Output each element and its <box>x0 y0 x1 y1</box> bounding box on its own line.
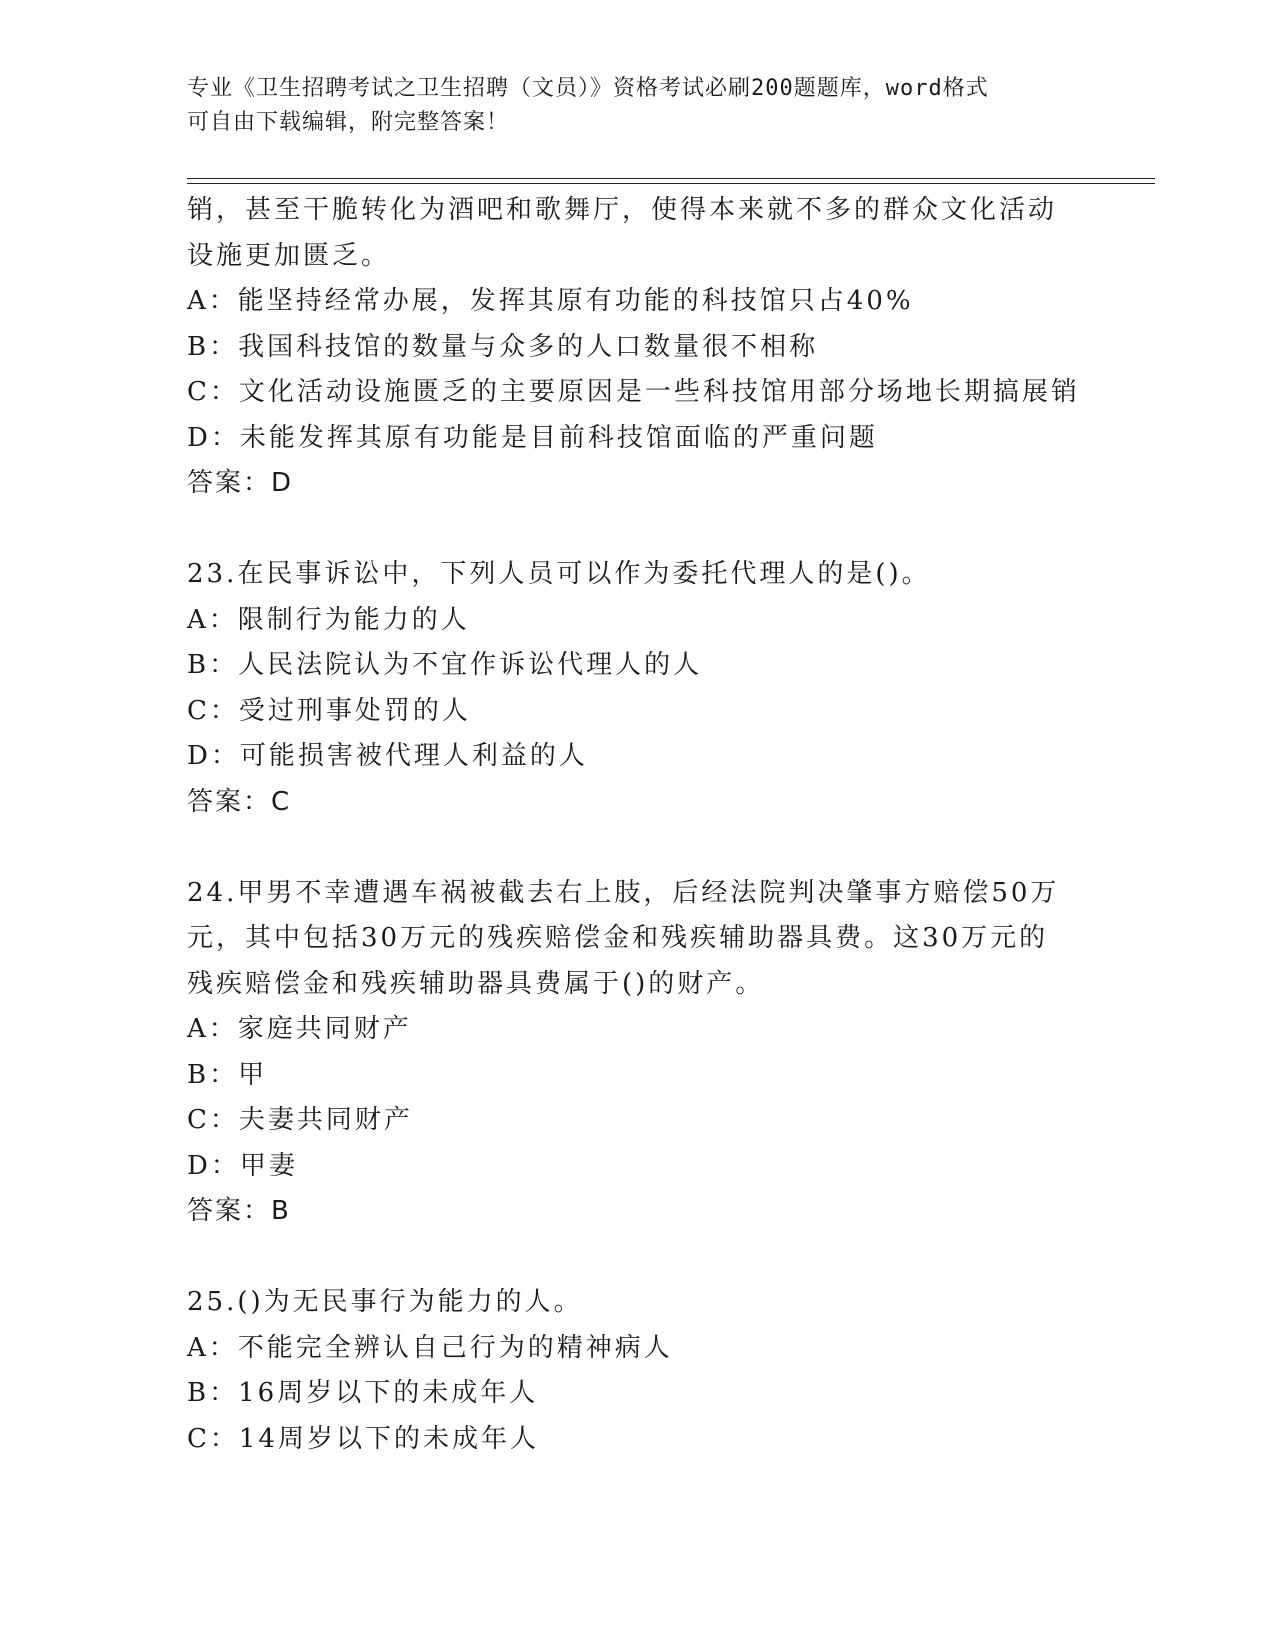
spacer <box>187 507 1087 553</box>
question-text-line: 销，甚至干脆转化为酒吧和歌舞厅，使得本来就不多的群众文化活动 <box>187 195 1058 225</box>
option-c: C：文化活动设施匮乏的主要原因是一些科技馆用部分场地长期搞展销 <box>187 377 1080 407</box>
option-a: A：限制行为能力的人 <box>187 604 470 635</box>
header-rule-top <box>187 178 1155 179</box>
document-body <box>187 188 1087 1462</box>
answer-line: 答案：C <box>187 786 292 817</box>
question-text-line: 24.甲男不幸遭遇车祸被截去右上肢，后经法院判决肇事方赔偿50万 <box>187 877 1060 908</box>
question-text-line: 残疾赔偿金和残疾辅助器具费属于()的财产。 <box>187 968 765 999</box>
question-22-continuation <box>187 188 1087 507</box>
question-24 <box>187 871 1087 1235</box>
option-d: D：未能发挥其原有功能是目前科技馆面临的严重问题 <box>187 422 878 453</box>
header-rule-bottom <box>187 183 1155 184</box>
answer-line: 答案：D <box>187 468 294 498</box>
spacer <box>187 1235 1087 1281</box>
option-b: B：人民法院认为不宜作诉讼代理人的人 <box>187 650 703 680</box>
header-line-2: 可自由下载编辑，附完整答案！ <box>187 110 510 135</box>
document-header <box>187 72 1077 140</box>
option-d: D：可能损害被代理人利益的人 <box>187 741 588 771</box>
option-c: C：14周岁以下的未成年人 <box>187 1423 539 1454</box>
header-line-1: 专业《卫生招聘考试之卫生招聘（文员）》资格考试必刷200题题库，word格式 <box>187 76 989 101</box>
option-b: B：我国科技馆的数量与众多的人口数量很不相称 <box>187 331 819 362</box>
answer-line: 答案：B <box>187 1196 291 1226</box>
option-a: A：能坚持经常办展，发挥其原有功能的科技馆只占40% <box>187 286 914 316</box>
question-text-line: 23.在民事诉讼中，下列人员可以作为委托代理人的是()。 <box>187 559 931 589</box>
question-text-line: 25.()为无民事行为能力的人。 <box>187 1287 583 1317</box>
question-text-line: 元，其中包括30万元的残疾赔偿金和残疾辅助器具费。这30万元的 <box>187 923 1049 953</box>
question-text-line: 设施更加匮乏。 <box>187 240 391 271</box>
option-c: C：夫妻共同财产 <box>187 1105 413 1135</box>
option-a: A：不能完全辨认自己行为的精神病人 <box>187 1332 673 1363</box>
option-c: C：受过刑事处罚的人 <box>187 695 471 726</box>
question-23 <box>187 552 1087 825</box>
option-d: D：甲妻 <box>187 1150 298 1181</box>
option-b: B：16周岁以下的未成年人 <box>187 1378 539 1408</box>
question-25 <box>187 1280 1087 1462</box>
spacer <box>187 825 1087 871</box>
option-a: A：家庭共同财产 <box>187 1014 412 1044</box>
option-b: B：甲 <box>187 1059 268 1090</box>
